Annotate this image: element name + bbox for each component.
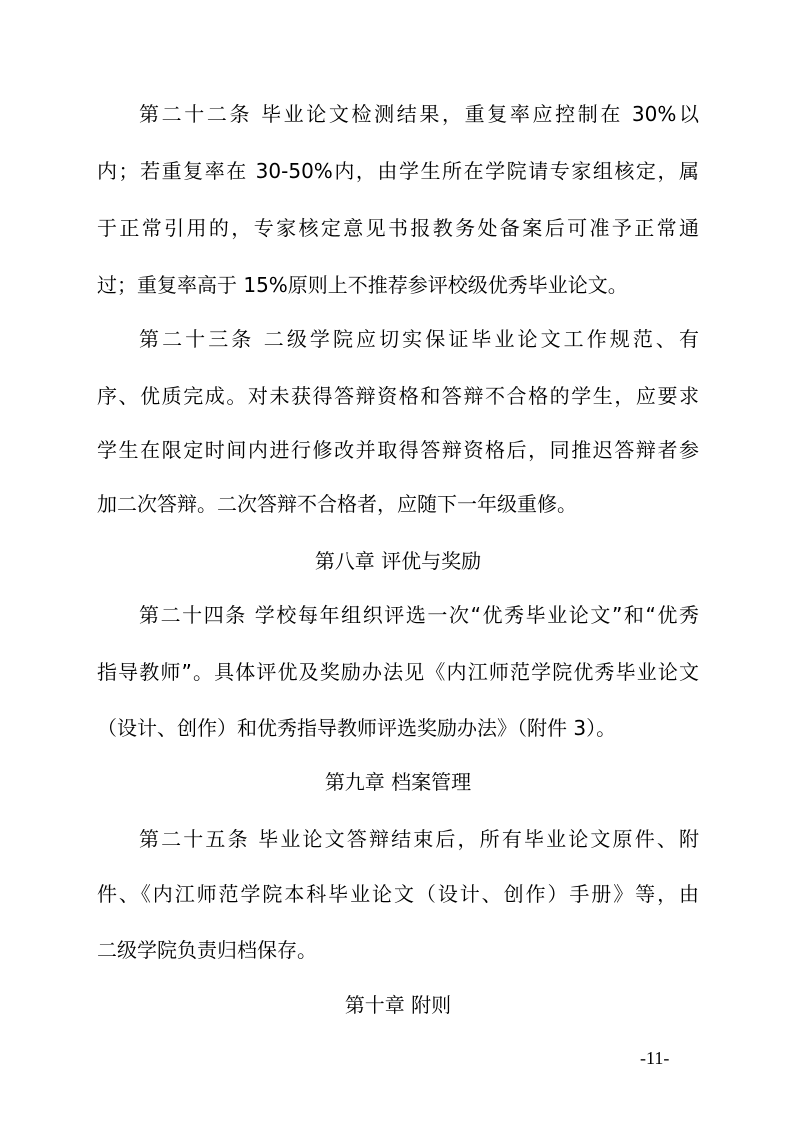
article-25-line-1: 第二十五条 毕业论文答辩结束后，所有毕业论文原件、附 <box>139 827 699 851</box>
chapter-10-heading: 第十章 附则 <box>344 993 452 1017</box>
article-22-line-3: 于正常引用的，专家核定意见书报教务处备案后可准予正常通 <box>97 216 699 240</box>
article-22-line-2: 内；若重复率在 30-50%内，由学生所在学院请专家组核定，属 <box>97 159 699 183</box>
article-22-line-4: 过；重复率高于 15%原则上不推荐参评校级优秀毕业论文。 <box>97 273 628 297</box>
article-25-line-3: 二级学院负责归档保存。 <box>97 938 317 962</box>
article-22-line-1: 第二十二条 毕业论文检测结果，重复率应控制在 30%以 <box>139 102 699 126</box>
article-23-line-4: 加二次答辩。二次答辩不合格者，应随下一年级重修。 <box>97 492 577 516</box>
chapter-8-heading: 第八章 评优与奖励 <box>314 549 482 573</box>
article-23-line-2: 序、优质完成。对未获得答辩资格和答辩不合格的学生，应要求 <box>97 384 699 408</box>
article-23-line-3: 学生在限定时间内进行修改并取得答辩资格后，同推迟答辩者参 <box>97 438 699 462</box>
article-24-line-3: （设计、创作）和优秀指导教师评选奖励办法》（附件 3）。 <box>97 716 617 740</box>
chapter-9-heading: 第九章 档案管理 <box>324 770 472 794</box>
article-23-line-1: 第二十三条 二级学院应切实保证毕业论文工作规范、有 <box>139 327 699 351</box>
page-number: -11- <box>640 1048 670 1068</box>
article-25-line-2: 件、《内江师范学院本科毕业论文（设计、创作）手册》等，由 <box>97 882 699 906</box>
article-24-line-1: 第二十四条 学校每年组织评选一次“优秀毕业论文”和“优秀 <box>139 603 699 627</box>
article-24-line-2: 指导教师”。具体评优及奖励办法见《内江师范学院优秀毕业论文 <box>97 660 699 684</box>
